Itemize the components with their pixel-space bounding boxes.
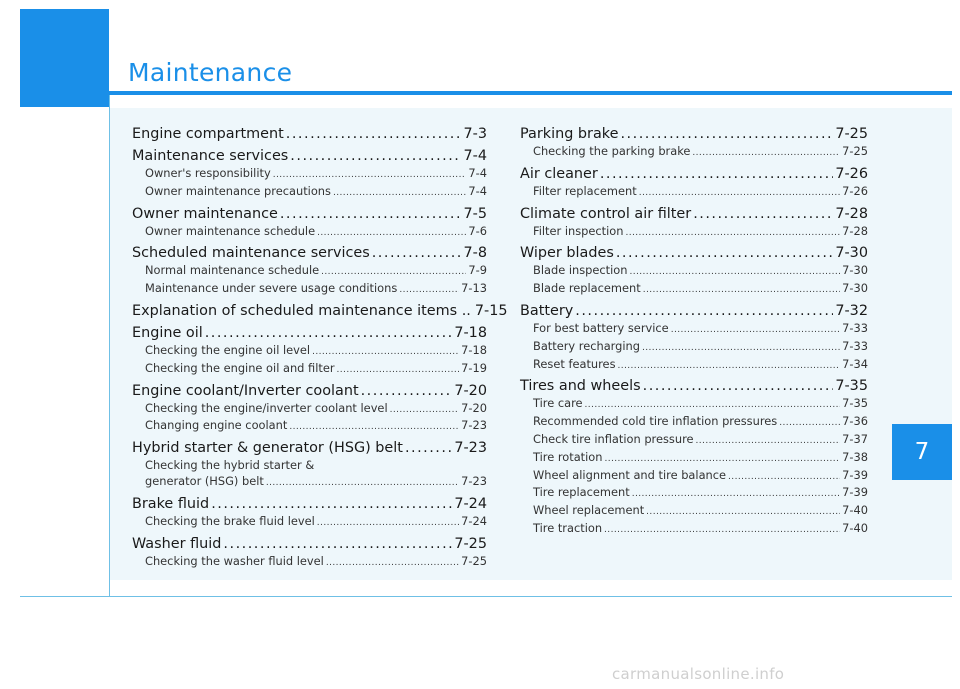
dot-leader — [779, 414, 840, 432]
dot-leader — [289, 418, 459, 436]
dot-leader — [211, 494, 452, 514]
toc-entry-page: 7-24 — [454, 495, 487, 512]
dot-leader — [361, 381, 453, 401]
dot-leader — [223, 534, 452, 554]
toc-entry[interactable] — [132, 323, 487, 343]
toc-entry[interactable] — [520, 301, 868, 321]
toc-entry-title: Reset features — [533, 356, 616, 371]
toc-entry-title: Owner maintenance — [132, 205, 278, 222]
dot-leader — [632, 485, 840, 503]
toc-entry-title: Checking the washer fluid level — [145, 553, 324, 568]
dot-leader — [639, 184, 840, 202]
toc-entry-title: Checking the engine oil level — [145, 342, 311, 357]
toc-entry-title: Hybrid starter & generator (HSG) belt — [132, 440, 403, 457]
toc-entry-title: Normal maintenance schedule — [145, 263, 320, 278]
dot-leader — [326, 554, 459, 572]
toc-entry[interactable] — [520, 321, 868, 339]
toc-entry[interactable] — [132, 204, 487, 224]
toc-entry-page: 7-18 — [461, 342, 487, 357]
toc-entry-title: Tires and wheels — [520, 378, 641, 395]
toc-entry-page: 7-9 — [468, 263, 487, 278]
watermark: carmanualsonline.info — [612, 665, 785, 683]
toc-entry-page: 7-26 — [835, 165, 868, 182]
toc-entry-page: 7-13 — [461, 281, 487, 296]
toc-entry-page: 7-34 — [842, 356, 868, 371]
toc-entry-page: 7-8 — [463, 245, 487, 262]
dot-leader — [205, 323, 453, 343]
toc-entry-title: Engine coolant/Inverter coolant — [132, 382, 359, 399]
toc-entry-page: 7-32 — [835, 302, 868, 319]
toc-entry[interactable] — [520, 503, 868, 521]
toc-entry[interactable] — [520, 281, 868, 299]
toc-entry[interactable] — [520, 521, 868, 539]
dot-leader — [646, 503, 840, 521]
toc-entry-page: 7-26 — [842, 183, 868, 198]
toc-entry-title: Maintenance under severe usage conditions — [145, 281, 398, 296]
toc-entry[interactable] — [132, 301, 508, 321]
toc-entry-page: 7-39 — [842, 485, 868, 500]
toc-entry-page: 7-15 — [474, 302, 508, 319]
toc-entry-page: 7-39 — [842, 467, 868, 482]
toc-entry[interactable] — [520, 357, 868, 375]
dot-leader — [728, 468, 840, 486]
toc-entry-title: Air cleaner — [520, 165, 598, 182]
dot-leader — [605, 450, 841, 468]
left-vertical-rule — [109, 95, 110, 596]
dot-leader — [266, 474, 459, 492]
toc-entry-page: 7-4 — [468, 183, 487, 198]
toc-entry-title: Scheduled maintenance services — [132, 245, 370, 262]
toc-entry[interactable] — [132, 494, 487, 514]
toc-entry-title: Wiper blades — [520, 245, 614, 262]
toc-entry-title: Checking the brake fluid level — [145, 513, 315, 528]
toc-entry-page: 7-37 — [842, 431, 868, 446]
dot-leader — [693, 204, 833, 224]
toc-entry[interactable] — [520, 263, 868, 281]
toc-entry[interactable] — [520, 414, 868, 432]
dot-leader — [696, 432, 841, 450]
toc-entry-page: 7-20 — [461, 400, 487, 415]
dot-leader — [585, 396, 841, 414]
toc-entry-page: 7-19 — [461, 360, 487, 375]
toc-entry[interactable] — [520, 376, 868, 396]
toc-entry-page: 7-36 — [842, 414, 868, 429]
dot-leader — [692, 144, 840, 162]
toc-entry[interactable] — [132, 124, 487, 144]
toc-entry[interactable] — [132, 458, 487, 474]
dot-leader — [312, 343, 459, 361]
toc-entry[interactable] — [132, 361, 487, 379]
toc-entry-page: 7-35 — [842, 396, 868, 411]
toc-entry-page: 7-28 — [842, 223, 868, 238]
toc-entry-page: 7-20 — [454, 382, 487, 399]
dot-leader — [616, 243, 834, 263]
dot-leader — [321, 263, 466, 281]
toc-entry-title: Tire replacement — [533, 485, 630, 500]
dot-leader — [290, 146, 461, 166]
toc-entry-page: 7-23 — [454, 440, 487, 457]
toc-entry-title: Recommended cold tire inflation pressures — [533, 414, 778, 429]
toc-entry[interactable] — [132, 474, 487, 492]
toc-entry-page: 7-5 — [463, 205, 487, 222]
dot-leader — [390, 401, 460, 419]
toc-entry-page: 7-38 — [842, 449, 868, 464]
dot-leader — [618, 357, 841, 375]
chapter-tab[interactable] — [892, 424, 952, 480]
toc-entry-page: 7-25 — [454, 535, 487, 552]
toc-entry-title: generator (HSG) belt — [145, 473, 264, 488]
toc-entry-page: 7-6 — [468, 223, 487, 238]
toc-entry[interactable] — [520, 243, 868, 263]
toc-entry-title: Owner maintenance schedule — [145, 223, 316, 238]
dot-leader — [620, 124, 833, 144]
toc-entry[interactable] — [132, 263, 487, 281]
toc-entry-page: 7-18 — [454, 324, 487, 341]
toc-entry-title: Filter inspection — [533, 223, 624, 238]
toc-entry[interactable] — [132, 166, 487, 184]
toc-entry[interactable] — [520, 224, 868, 242]
toc-entry-page: 7-40 — [842, 503, 868, 518]
dot-leader — [642, 339, 840, 357]
toc-entry[interactable] — [132, 438, 487, 458]
bottom-rule — [20, 596, 952, 597]
toc-entry[interactable] — [520, 432, 868, 450]
dot-leader — [333, 184, 466, 202]
toc-entry-title: Tire traction — [533, 520, 603, 535]
toc-entry-page: 7-40 — [842, 520, 868, 535]
toc-entry-title: For best battery service — [533, 320, 669, 335]
toc-entry-page: 7-3 — [463, 126, 487, 142]
toc-entry-title: Checking the engine/inverter coolant level — [145, 400, 388, 415]
toc-entry-title: Washer fluid — [132, 535, 222, 552]
dot-leader — [399, 281, 459, 299]
dot-leader — [604, 521, 840, 539]
toc-entry[interactable] — [132, 146, 487, 166]
toc-entry[interactable] — [520, 144, 868, 162]
toc-entry[interactable] — [520, 184, 868, 202]
toc-entry-page: 7-23 — [461, 473, 487, 488]
chapter-number: 7 — [914, 439, 930, 465]
toc-entry-title: Engine compartment — [132, 126, 284, 142]
toc-entry-title: Check tire inflation pressure — [533, 431, 694, 446]
toc-entry[interactable] — [520, 124, 868, 144]
toc-entry[interactable] — [132, 418, 487, 436]
toc-entry-title: Owner maintenance precautions — [145, 183, 331, 198]
toc-entry-title: Explanation of scheduled maintenance items .. — [132, 302, 471, 319]
toc-entry-title: Wheel alignment and tire balance — [533, 467, 727, 482]
toc-entry-title: Checking the parking brake — [533, 144, 691, 158]
toc-entry-title: Owner's responsibility — [145, 166, 271, 180]
toc-entry-page: 7-25 — [842, 144, 868, 158]
toc-entry-title: Checking the hybrid starter & — [145, 458, 315, 473]
toc-left-column — [132, 122, 508, 571]
toc-entry[interactable] — [132, 224, 487, 242]
toc-entry[interactable] — [132, 401, 487, 419]
toc-entry-title: Tire rotation — [533, 449, 603, 464]
toc-entry-title: Brake fluid — [132, 495, 210, 512]
toc-entry-title: Blade inspection — [533, 263, 628, 278]
toc-entry-page: 7-33 — [842, 320, 868, 335]
toc-entry-page: 7-30 — [842, 263, 868, 278]
toc-entry-page: 7-35 — [835, 378, 868, 395]
toc-entry-title: Changing engine coolant — [145, 418, 288, 433]
dot-leader — [280, 204, 462, 224]
toc-entry[interactable] — [520, 396, 868, 414]
toc-entry-title: Parking brake — [520, 126, 619, 142]
toc-entry[interactable] — [520, 450, 868, 468]
dot-leader — [337, 361, 460, 379]
dot-leader — [600, 164, 834, 184]
dot-leader — [317, 224, 466, 242]
toc-entry-page: 7-30 — [842, 281, 868, 296]
dot-leader — [671, 321, 840, 339]
toc-entry[interactable] — [132, 281, 487, 299]
toc-entry[interactable] — [520, 468, 868, 486]
dot-leader — [643, 281, 840, 299]
toc-entry-title: Filter replacement — [533, 183, 637, 198]
dot-leader — [643, 376, 834, 396]
toc-entry[interactable] — [132, 514, 487, 532]
toc-entry-title: Wheel replacement — [533, 503, 645, 518]
dot-leader — [575, 301, 833, 321]
toc-entry-title: Maintenance services — [132, 148, 289, 164]
toc-entry[interactable] — [132, 381, 487, 401]
toc-entry-title: Checking the engine oil and filter — [145, 360, 335, 375]
dot-leader — [629, 263, 840, 281]
dot-leader — [273, 166, 467, 184]
toc-entry-page: 7-25 — [835, 126, 868, 142]
toc-entry[interactable] — [520, 485, 868, 503]
toc-entry-title: Engine oil — [132, 324, 203, 341]
toc-entry[interactable] — [132, 534, 487, 554]
toc-entry[interactable] — [132, 343, 487, 361]
title-rule — [109, 91, 952, 95]
toc-entry[interactable] — [132, 243, 487, 263]
toc-entry-title: Battery recharging — [533, 338, 641, 353]
dot-leader — [317, 514, 459, 532]
toc-entry-page: 7-25 — [461, 553, 487, 568]
toc-right-column — [520, 122, 868, 539]
dot-leader — [405, 438, 452, 458]
toc-entry-title: Battery — [520, 302, 574, 319]
toc-entry[interactable] — [132, 184, 487, 202]
toc-entry-page: 7-24 — [461, 513, 487, 528]
dot-leader — [286, 124, 462, 144]
dot-leader — [372, 243, 462, 263]
corner-block — [20, 9, 109, 107]
toc-entry-page: 7-4 — [463, 148, 487, 164]
toc-entry[interactable] — [520, 204, 868, 224]
toc-entry-page: 7-33 — [842, 338, 868, 353]
toc-entry-page: 7-23 — [461, 418, 487, 433]
toc-entry-page: 7-4 — [468, 166, 487, 180]
toc-entry[interactable] — [520, 164, 868, 184]
toc-entry-title: Tire care — [533, 396, 583, 411]
toc-entry-title: Climate control air filter — [520, 205, 692, 222]
page-title: Maintenance — [128, 58, 293, 87]
toc-entry-page: 7-28 — [835, 205, 868, 222]
dot-leader — [625, 224, 840, 242]
toc-entry[interactable] — [520, 339, 868, 357]
toc-entry[interactable] — [132, 554, 487, 572]
toc-entry-title: Blade replacement — [533, 281, 641, 296]
toc-entry-page: 7-30 — [835, 245, 868, 262]
